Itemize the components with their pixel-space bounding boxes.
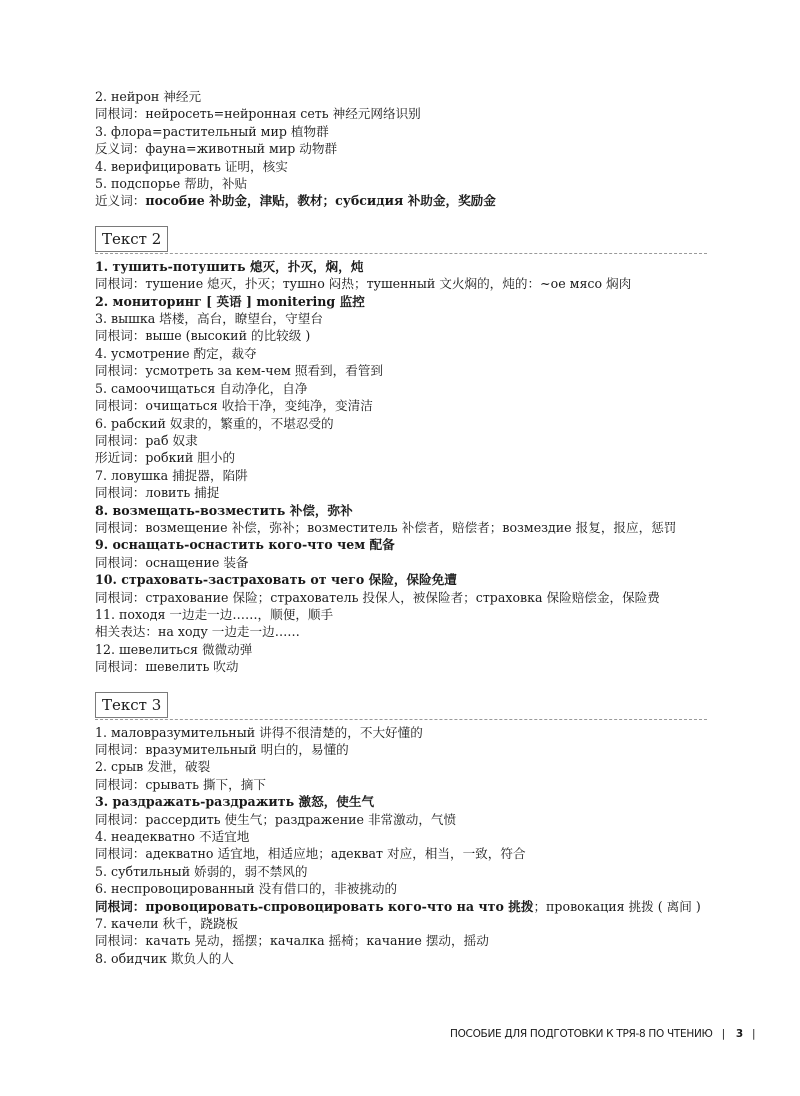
vocab-line: [95, 397, 707, 414]
vocab-text: 同根词：очищаться 收拾干净，变纯净，变清洁: [95, 398, 373, 414]
vocab-line: [95, 828, 707, 845]
vocab-text: 同根词：возмещение 补偿，弥补；возместитель 补偿者，赔偿者；возмездие 报复，报应，惩罚: [95, 519, 677, 535]
vocab-text: 同根词：рассердить 使生气；раздражение 非常激动，气愤: [95, 811, 457, 827]
vocab-line: [95, 880, 707, 897]
vocab-text: 同根词：шевелить 吹动: [95, 659, 239, 675]
vocab-line: [95, 140, 707, 157]
vocab-text: 同根词：качать 晃动，摇摆；качалка 摇椅；качание 摆动，摇动: [95, 933, 489, 949]
vocab-text: 同根词：оснащение 装备: [95, 554, 249, 570]
vocab-line: [95, 123, 707, 140]
vocab-text: 同根词：раб 奴隶: [95, 432, 198, 448]
vocab-line: [95, 758, 707, 775]
vocab-text: 4. неадекватно 不适宜地: [95, 829, 250, 845]
vocab-line: [95, 519, 707, 536]
vocab-line: [95, 658, 707, 675]
section-header: [95, 692, 707, 722]
vocab-line: [95, 158, 707, 175]
page-number: 3: [735, 1028, 743, 1040]
vocab-text: 12. шевелиться 微微动弹: [95, 641, 253, 657]
section-divider: [95, 719, 707, 720]
vocab-text: 4. усмотрение 酌定，裁夺: [95, 345, 257, 361]
footer-separator: |: [721, 1028, 725, 1040]
intro-vocabulary: [95, 88, 707, 210]
vocab-line: [95, 915, 707, 932]
section-header: [95, 226, 707, 256]
vocab-text: 同根词：: [95, 898, 146, 914]
vocab-text: 7. ловушка 捕捉器，陷阱: [95, 467, 248, 483]
section-title: Текст 2: [95, 226, 168, 252]
page-footer: [450, 1028, 756, 1044]
vocab-text: 同根词：вразумительный 明白的，易懂的: [95, 742, 349, 757]
vocab-text: 1. маловразумительный 讲得不很清楚的，不大好懂的: [95, 724, 423, 740]
vocab-text: 10. страховать-застраховать от чего 保险，保险免遭: [95, 572, 457, 588]
vocab-text: 11. походя 一边走一边……，顺便，顺手: [95, 606, 334, 622]
vocab-text: 同根词：ловить 捕捉: [95, 485, 220, 501]
section-divider: [95, 253, 707, 254]
vocab-line: [95, 845, 707, 862]
vocab-text: пособие 补助金，津贴，教材；субсидия 补助金，奖励金: [145, 193, 496, 209]
vocab-line: [95, 589, 707, 606]
vocab-line: [95, 467, 707, 484]
vocab-line: [95, 932, 707, 949]
vocab-text: 5. самоочищаться 自动净化，自净: [95, 380, 308, 396]
vocab-line: [95, 380, 707, 397]
text-sections: [95, 226, 707, 967]
section-title: Текст 3: [95, 692, 168, 718]
vocab-text: 2. срыв 发泄，破裂: [95, 759, 211, 775]
vocab-text: 相关表达：на ходу 一边走一边……: [95, 624, 300, 640]
vocab-text: 3. раздражать-раздражить 激怒，使生气: [95, 794, 375, 810]
vocab-line: [95, 258, 707, 275]
vocab-line: [95, 793, 707, 810]
vocab-text: 近义词：: [95, 193, 146, 209]
vocab-line: [95, 345, 707, 362]
vocab-line: [95, 741, 707, 758]
vocab-line: [95, 811, 707, 828]
vocab-line: [95, 293, 707, 310]
vocab-line: [95, 327, 707, 344]
vocab-line: [95, 275, 707, 292]
vocab-line: [95, 536, 707, 553]
section-body: [95, 258, 707, 676]
vocab-text: ；провокация 挑拨 ( 离间 ): [533, 898, 701, 914]
vocab-line: [95, 432, 707, 449]
vocab-line: [95, 776, 707, 793]
footer-book-title: ПОСОБИЕ ДЛЯ ПОДГОТОВКИ К ТРЯ-8 ПО ЧТЕНИЮ: [450, 1028, 713, 1040]
vocab-text: 反义词：фауна=животный мир 动物群: [95, 141, 338, 157]
vocab-text: 5. подспорье 帮助，补贴: [95, 176, 248, 192]
footer-end-bar: |: [751, 1028, 756, 1040]
vocab-line: [95, 88, 707, 105]
vocab-text: 7. качели 秋千，跷跷板: [95, 916, 239, 932]
vocab-text: 6. неспровоцированный 没有借口的，非被挑动的: [95, 881, 398, 897]
vocab-line: [95, 415, 707, 432]
vocab-text: 9. оснащать-оснастить кого-что чем 配备: [95, 537, 395, 553]
vocab-text: 8. обидчик 欺负人的人: [95, 950, 234, 966]
vocab-text: 同根词：страхование 保险；страхователь 投保人，被保险者；страховка 保险赔偿金，保险费: [95, 589, 660, 605]
vocab-text: 3. вышка 塔楼，高台，瞭望台，守望台: [95, 311, 323, 327]
vocab-text: 5. субтильный 娇弱的，弱不禁风的: [95, 863, 308, 879]
vocab-line: [95, 571, 707, 588]
vocab-line: [95, 950, 707, 967]
vocab-line: [95, 641, 707, 658]
vocab-text: 6. рабский 奴隶的，繁重的，不堪忍受的: [95, 415, 334, 431]
vocab-line: [95, 192, 707, 209]
vocab-text: 同根词：срывать 撕下，摘下: [95, 776, 266, 792]
vocab-text: 2. мониторинг [ 英语 ] monitering 监控: [95, 293, 365, 309]
vocab-text: 3. флора=растительный мир 植物群: [95, 123, 329, 139]
vocab-line: [95, 863, 707, 880]
vocab-text: 1. тушить-потушить 熄灭，扑灭，焖，炖: [95, 258, 364, 274]
vocab-line: [95, 310, 707, 327]
vocab-text: 同根词：выше (высокий 的比较级 ): [95, 328, 311, 344]
vocab-text: 2. нейрон 神经元: [95, 89, 202, 104]
vocab-text: 同根词：нейросеть=нейронная сеть 神经元网络识别: [95, 106, 421, 122]
vocab-line: [95, 724, 707, 741]
vocab-text: 4. верифицировать 证明，核实: [95, 158, 288, 174]
vocab-line: [95, 484, 707, 501]
vocab-line: [95, 554, 707, 571]
vocab-line: [95, 898, 707, 915]
vocab-line: [95, 362, 707, 379]
vocab-line: [95, 606, 707, 623]
vocab-line: [95, 175, 707, 192]
vocab-text: 同根词：тушение 熄灭，扑灭；тушно 闷热；тушенный 文火焖的，炖的：~ое мясо 焖肉: [95, 276, 632, 292]
vocab-line: [95, 502, 707, 519]
vocab-text: 8. возмещать-возместить 补偿，弥补: [95, 502, 353, 518]
vocab-line: [95, 623, 707, 640]
vocab-text: 同根词：адекватно 适宜地，相适应地；адекват 对应，相当，一致，符合: [95, 846, 526, 862]
vocab-line: [95, 449, 707, 466]
vocab-text: провоцировать-спровоцировать кого-что на что 挑拨: [145, 898, 534, 914]
vocab-text: 形近词：робкий 胆小的: [95, 450, 236, 466]
vocab-text: 同根词：усмотреть за кем-чем 照看到，看管到: [95, 363, 384, 379]
section-body: [95, 724, 707, 968]
vocab-line: [95, 105, 707, 122]
page-content: [95, 88, 707, 967]
